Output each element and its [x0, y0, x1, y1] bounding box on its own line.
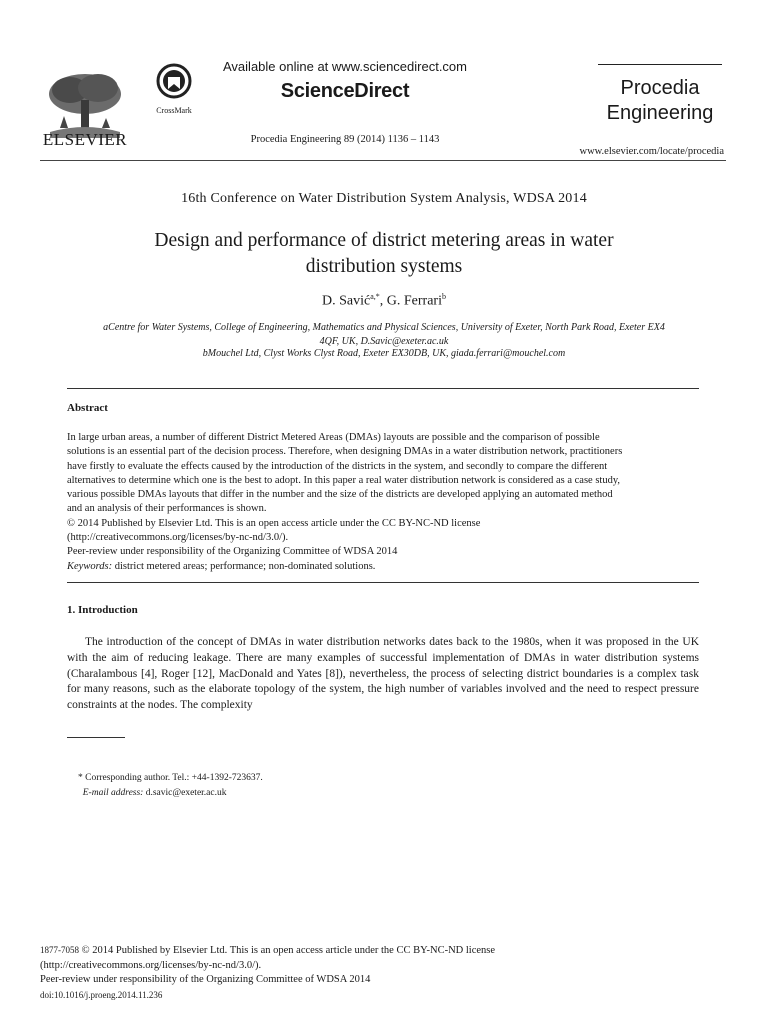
- crossmark-badge[interactable]: [150, 63, 198, 115]
- author-name: G. Ferrari: [386, 293, 442, 309]
- available-online-text: Available online at www.sciencedirect.com: [223, 59, 467, 74]
- header-divider: [40, 160, 726, 161]
- affiliation-a: [70, 321, 698, 349]
- abstract-copyright: © 2014 Published by Elsevier Ltd. This is an open access article under the CC BY-NC-ND license: [67, 517, 481, 529]
- elsevier-wordmark: ELSEVIER: [42, 130, 128, 149]
- crossmark-icon: [156, 63, 192, 99]
- author-name: D. Savić: [322, 293, 371, 309]
- paper-title-line1: Design and performance of district metering areas in water: [154, 230, 614, 251]
- affiliation-b: bMouchel Ltd, Clyst Works Clyst Road, Exeter EX30DB, UK, giada.ferrari@mouchel.com: [202, 348, 566, 359]
- author-separator: ,: [379, 293, 387, 309]
- doi-link[interactable]: doi:10.1016/j.proeng.2014.11.236: [40, 989, 163, 1000]
- abstract-top-rule: [67, 388, 699, 389]
- footer-peer-review: Peer-review under responsibility of the Organizing Committee of WDSA 2014: [40, 974, 371, 985]
- section-heading: 1. Introduction: [67, 604, 138, 616]
- affiliation-a-line1: aCentre for Water Systems, College of Engineering, Mathematics and Physical Sciences, University of Exeter, North Park Road, Exeter EX4: [103, 322, 665, 333]
- email-label: E-mail address:: [82, 788, 144, 798]
- email-address[interactable]: d.savic@exeter.ac.uk: [143, 788, 227, 798]
- abstract-line: various possible DMAs layouts that differ in the number and the size of the districts are developed applying an automated method: [67, 489, 613, 501]
- abstract-heading: Abstract: [67, 402, 108, 414]
- corresponding-author-line: * Corresponding author. Tel.: +44-1392-723637.: [78, 773, 263, 783]
- author-affiliation-mark: a,*: [370, 292, 380, 301]
- abstract-line: have firstly to evaluate the effects caused by the introduction of the districts in the system, and secondly to compare the different: [67, 460, 608, 472]
- abstract-line: solutions is an essential part of the decision process. Therefore, when designing DMAs in a water distribution network, practitioners: [67, 446, 623, 458]
- affiliation-a-line2: 4QF, UK, D.Savic@exeter.ac.uk: [319, 336, 449, 347]
- author-list: [60, 292, 708, 310]
- journal-name-line2: Engineering: [606, 102, 714, 124]
- footer-copyright: © 2014 Published by Elsevier Ltd. This is an open access article under the CC BY-NC-ND license: [79, 945, 496, 956]
- abstract-body: [67, 431, 699, 574]
- abstract-line: In large urban areas, a number of different District Metered Areas (DMAs) layouts are possible and the comparison of possible: [67, 432, 600, 443]
- corresponding-author-footnote: [78, 771, 263, 801]
- abstract-bottom-rule: [67, 582, 699, 583]
- paper-title: [60, 228, 708, 280]
- journal-top-rule: [598, 64, 722, 65]
- journal-name-line1: Procedia: [620, 77, 700, 99]
- journal-url-link[interactable]: www.elsevier.com/locate/procedia: [579, 146, 724, 157]
- author-affiliation-mark: b: [441, 292, 446, 301]
- conference-name: 16th Conference on Water Distribution System Analysis, WDSA 2014: [181, 191, 587, 206]
- page-footer: [40, 943, 740, 1003]
- footnote-rule: [67, 737, 125, 738]
- footer-license-link[interactable]: (http://creativecommons.org/licenses/by-nc-nd/3.0/).: [40, 959, 262, 971]
- keywords-text: district metered areas; performance; non-dominated solutions.: [112, 560, 376, 572]
- keywords-line: [67, 560, 699, 574]
- peer-review-note: Peer-review under responsibility of the Organizing Committee of WDSA 2014: [67, 546, 398, 558]
- introduction-paragraph: The introduction of the concept of DMAs in water distribution networks dates back to the 1980s, when it was proposed in the UK with the aim of reducing leakage. There are many examples of successful implementation of DMAs in water distribution systems (Charalambous [4], Roger [12], MacDonald and Yates [8]), nevertheless, the process of selecting district boundaries is a complex task for many reasons, such as the elaborate topology of the system, the high number of variables involved and the need to respect pressure constraints at the nodes. The complexity: [67, 636, 699, 712]
- keywords-label: Keywords:: [67, 560, 113, 572]
- abstract-line: and an analysis of their performances is shown.: [67, 503, 267, 515]
- sciencedirect-logo: ScienceDirect: [280, 80, 410, 102]
- license-link[interactable]: (http://creativecommons.org/licenses/by-nc-nd/3.0/).: [67, 532, 289, 544]
- crossmark-label: CrossMark: [156, 106, 192, 115]
- abstract-line: alternatives to determine which one is the best to adopt. In this paper a real water distribution network is considered as a case study,: [67, 474, 621, 486]
- paper-title-line2: distribution systems: [305, 256, 463, 277]
- issn: 1877-7058: [40, 945, 79, 955]
- journal-name: [598, 76, 722, 126]
- journal-citation: Procedia Engineering 89 (2014) 1136 – 1143: [250, 134, 440, 145]
